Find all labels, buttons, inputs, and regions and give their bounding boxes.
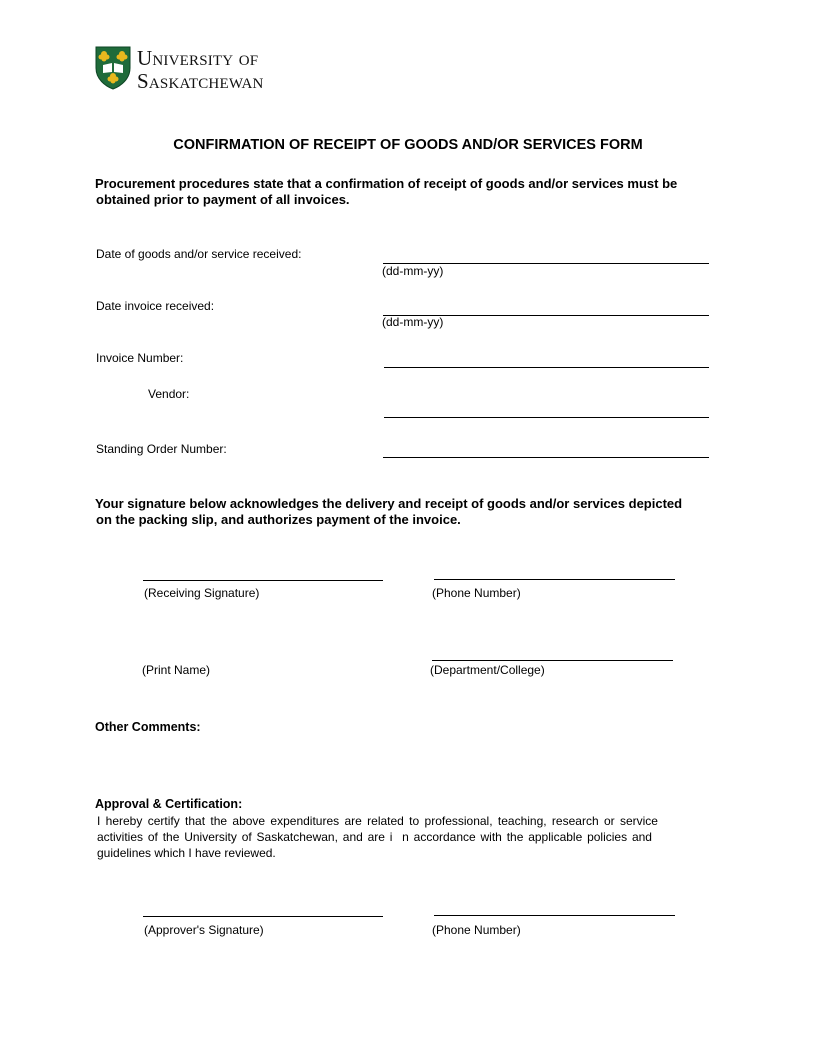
approval-text-line-3: guidelines which I have reviewed. xyxy=(97,846,276,860)
phone-number-label-2: (Phone Number) xyxy=(432,923,521,937)
intro-line-2: obtained prior to payment of all invoices. xyxy=(96,192,350,207)
approval-text-line-2: activities of the University of Saskatchewan, and are i n accordance with the applicable policies and xyxy=(97,830,652,844)
acknowledge-line-1: Your signature below acknowledges the delivery and receipt of goods and/or services depicted xyxy=(95,496,683,511)
print-name-label: (Print Name) xyxy=(142,663,211,677)
standing-order-field[interactable] xyxy=(383,457,709,458)
date-invoice-label: Date invoice received: xyxy=(96,299,215,313)
invoice-number-label: Invoice Number: xyxy=(96,351,184,365)
invoice-number-field[interactable] xyxy=(384,367,709,368)
approval-heading: Approval & Certification: xyxy=(95,797,243,811)
logo-line-1: University of xyxy=(137,46,259,70)
acknowledge-line-2: on the packing slip, and authorizes payment of the invoice. xyxy=(96,512,461,527)
other-comments-label: Other Comments: xyxy=(95,720,201,734)
date-received-label: Date of goods and/or service received: xyxy=(96,247,302,261)
university-crest-icon xyxy=(95,46,131,90)
vendor-field[interactable] xyxy=(384,417,709,418)
receiving-signature-label: (Receiving Signature) xyxy=(144,586,260,600)
form-title: CONFIRMATION OF RECEIPT OF GOODS AND/OR SERVICES FORM xyxy=(173,137,643,153)
intro-line-1: Procurement procedures state that a confirmation of receipt of goods and/or services must be xyxy=(95,176,678,191)
receiving-signature-field[interactable] xyxy=(143,580,383,581)
vendor-label: Vendor: xyxy=(148,387,190,401)
approver-signature-label: (Approver's Signature) xyxy=(144,923,264,937)
phone-number-label-1: (Phone Number) xyxy=(432,586,521,600)
phone-number-field-1[interactable] xyxy=(434,579,675,580)
date-invoice-hint: (dd-mm-yy) xyxy=(382,315,444,329)
department-field[interactable] xyxy=(432,660,673,661)
phone-number-field-2[interactable] xyxy=(434,915,675,916)
department-label: (Department/College) xyxy=(430,663,545,677)
logo-line-2: Saskatchewan xyxy=(137,69,264,93)
approver-signature-field[interactable] xyxy=(143,916,383,917)
university-logo xyxy=(95,46,295,92)
approval-text-line-1: I hereby certify that the above expenditures are related to professional, teaching, research or service xyxy=(97,814,658,828)
date-received-hint: (dd-mm-yy) xyxy=(382,264,444,278)
standing-order-label: Standing Order Number: xyxy=(96,442,227,456)
